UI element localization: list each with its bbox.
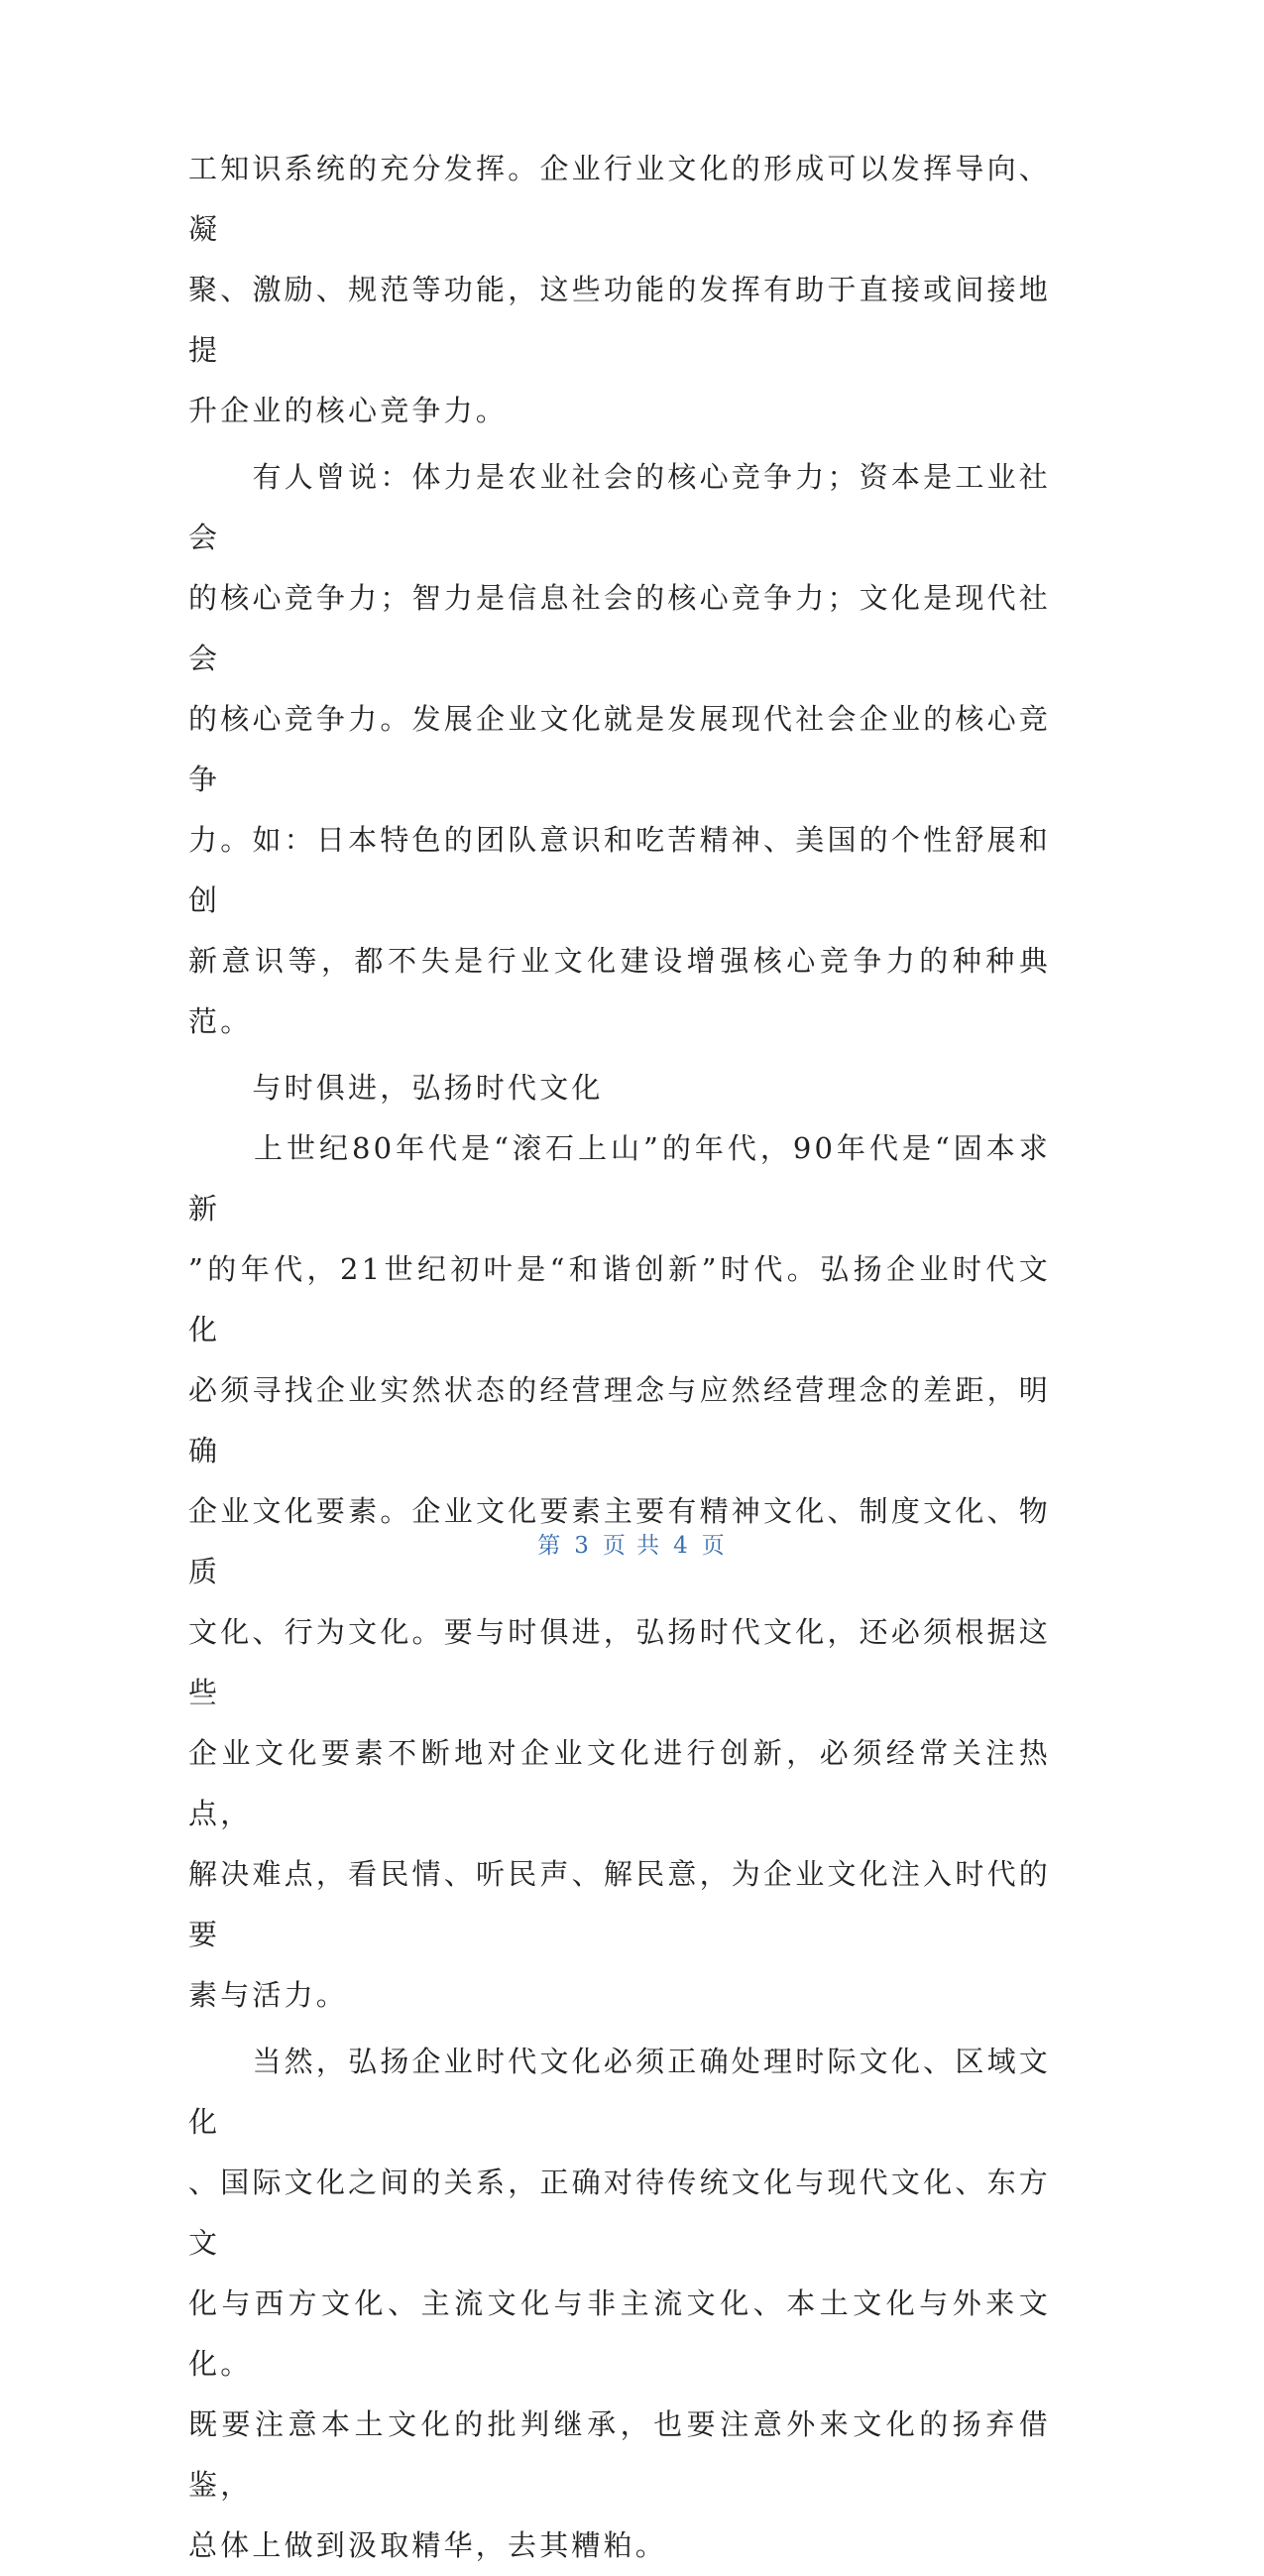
paragraph: 上世纪80年代是“滚石上山”的年代，90年代是“固本求新 ”的年代，21世纪初叶是“和谐创新”时代。弘扬企业时代文化 必须寻找企业实然状态的经营理念与应然经营理念的差距，明确 企业文化要素。企业文化要素主要有精神文化、制度文化、物质 文化、行为文化。要与时俱进，弘扬时代文化，还必须根据这些 企业文化要素不断地对企业文化进行创新，必须经常关注热点， 解决难点，看民情、听民声、解民意，为企业文化注入时代的要 素与活力。	[188, 1131, 1051, 2012]
footer-suffix: 页	[701, 1533, 727, 1559]
page-footer	[0, 1527, 1264, 1560]
footer-middle: 页 共	[602, 1533, 662, 1559]
paragraph: 有人曾说：体力是农业社会的核心竞争力；资本是工业社会 的核心竞争力；智力是信息社会的核心竞争力；文化是现代社会 的核心竞争力。发展企业文化就是发展现代社会企业的核心竞争 力。如：日本特色的团队意识和吃苦精神、美国的个性舒展和创 新意识等，都不失是行业文化建设增强核心竞争力的种种典范。	[188, 460, 1051, 1038]
footer-total-pages: 4	[673, 1533, 690, 1559]
paragraph: 当然，弘扬企业时代文化必须正确处理时际文化、区域文化 、国际文化之间的关系，正确对待传统文化与现代文化、东方文 化与西方文化、主流文化与非主流文化、本土文化与外来文化。 既要注意本土文化的批判继承，也要注意外来文化的扬弃借鉴， 总体上做到汲取精华，去其糟粕。	[188, 2045, 1051, 2562]
footer-prefix: 第	[537, 1533, 563, 1559]
paragraph: 工知识系统的充分发挥。企业行业文化的形成可以发挥导向、凝 聚、激励、规范等功能，这些功能的发挥有助于直接或间接地提 升企业的核心竞争力。	[188, 152, 1051, 427]
footer-current-page: 3	[574, 1533, 591, 1559]
document-body	[188, 139, 1051, 2576]
section-heading: 与时俱进，弘扬时代文化	[188, 1071, 604, 1105]
